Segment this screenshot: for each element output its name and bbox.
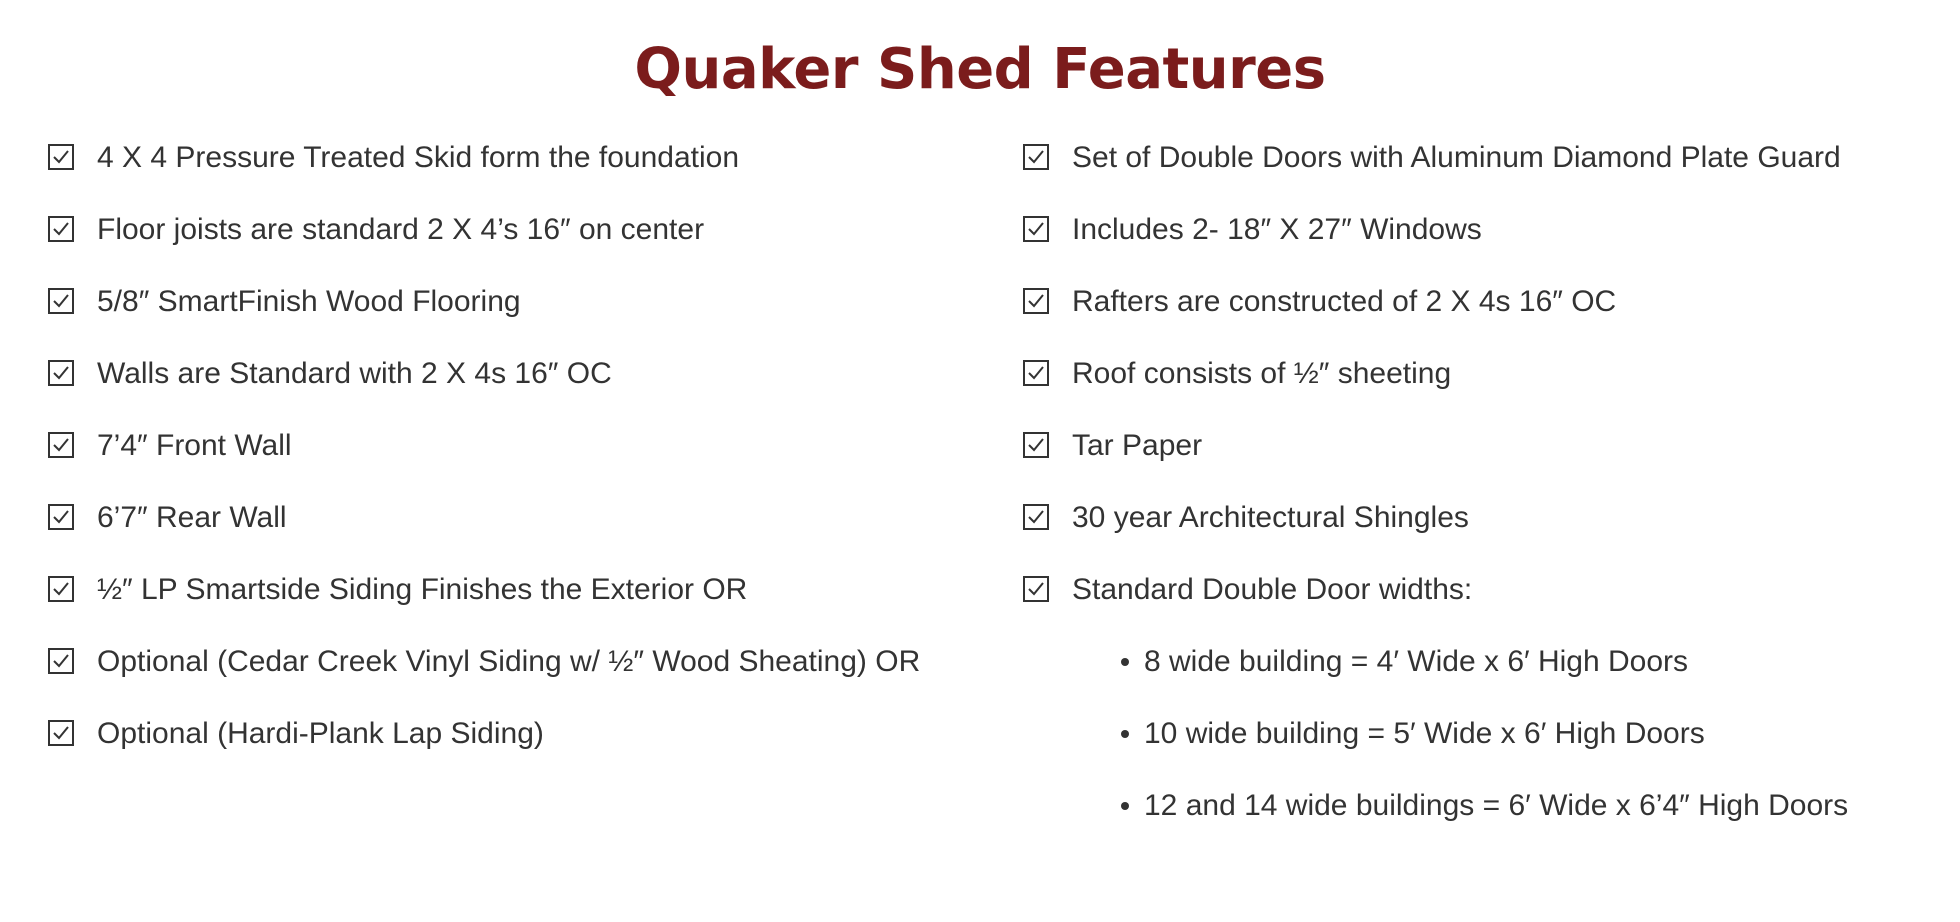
feature-text: 7’4″ Front Wall — [97, 429, 292, 462]
feature-item — [48, 490, 988, 546]
door-widths-list — [1072, 634, 1953, 834]
checkbox-icon — [1023, 144, 1049, 170]
feature-text: 30 year Architectural Shingles — [1072, 501, 1469, 534]
feature-text: Roof consists of ½″ sheeting — [1072, 357, 1452, 390]
feature-text: ½″ LP Smartside Siding Finishes the Exterior OR — [97, 573, 748, 606]
feature-item — [48, 130, 988, 186]
feature-text: Walls are Standard with 2 X 4s 16″ OC — [97, 357, 612, 390]
checkbox-icon — [48, 360, 74, 386]
feature-item — [1023, 202, 1953, 258]
bullet-icon — [1121, 802, 1129, 810]
feature-item — [1023, 274, 1953, 330]
door-width-item — [1072, 706, 1953, 762]
feature-item — [1023, 130, 1953, 186]
door-width-text: 12 and 14 wide buildings = 6′ Wide x 6’4″ High Doors — [1144, 789, 1849, 822]
feature-item — [48, 274, 988, 330]
feature-text: Optional (Hardi-Plank Lap Siding) — [97, 717, 544, 750]
checkbox-icon — [48, 288, 74, 314]
door-width-item — [1072, 778, 1953, 834]
feature-item — [48, 346, 988, 402]
feature-item — [48, 706, 988, 762]
checkbox-icon — [1023, 288, 1049, 314]
checkbox-icon — [48, 144, 74, 170]
feature-text: Rafters are constructed of 2 X 4s 16″ OC — [1072, 285, 1617, 318]
checkbox-icon — [48, 432, 74, 458]
checkbox-icon — [1023, 576, 1049, 602]
checkbox-icon — [48, 576, 74, 602]
feature-text: 6’7″ Rear Wall — [97, 501, 287, 534]
feature-item — [1023, 346, 1953, 402]
feature-text: Includes 2- 18″ X 27″ Windows — [1072, 213, 1482, 246]
feature-item — [48, 634, 988, 690]
checkbox-icon — [1023, 432, 1049, 458]
checkbox-icon — [1023, 216, 1049, 242]
checkbox-icon — [48, 504, 74, 530]
door-width-text: 10 wide building = 5′ Wide x 6′ High Doors — [1144, 717, 1705, 750]
feature-item — [1023, 562, 1953, 834]
bullet-icon — [1121, 658, 1129, 666]
feature-text: Floor joists are standard 2 X 4’s 16″ on center — [97, 213, 705, 246]
page-title: Quaker Shed Features — [634, 36, 1326, 102]
feature-item — [48, 418, 988, 474]
feature-text: Set of Double Doors with Aluminum Diamond Plate Guard — [1072, 141, 1841, 174]
feature-text: 5/8″ SmartFinish Wood Flooring — [97, 285, 521, 318]
feature-item — [1023, 418, 1953, 474]
door-width-text: 8 wide building = 4′ Wide x 6′ High Doors — [1144, 645, 1689, 678]
checkbox-icon — [1023, 360, 1049, 386]
feature-item — [1023, 490, 1953, 546]
checkbox-icon — [1023, 504, 1049, 530]
features-list-left — [48, 130, 988, 778]
features-list-right — [1023, 130, 1953, 850]
feature-text: Optional (Cedar Creek Vinyl Siding w/ ½″ Wood Sheating) OR — [97, 645, 921, 678]
feature-item — [48, 562, 988, 618]
feature-text: Standard Double Door widths: — [1072, 573, 1473, 606]
feature-text: Tar Paper — [1072, 429, 1203, 462]
bullet-icon — [1121, 730, 1129, 738]
checkbox-icon — [48, 720, 74, 746]
checkbox-icon — [48, 216, 74, 242]
checkbox-icon — [48, 648, 74, 674]
feature-text: 4 X 4 Pressure Treated Skid form the foundation — [97, 141, 740, 174]
door-width-item — [1072, 634, 1953, 690]
feature-item — [48, 202, 988, 258]
